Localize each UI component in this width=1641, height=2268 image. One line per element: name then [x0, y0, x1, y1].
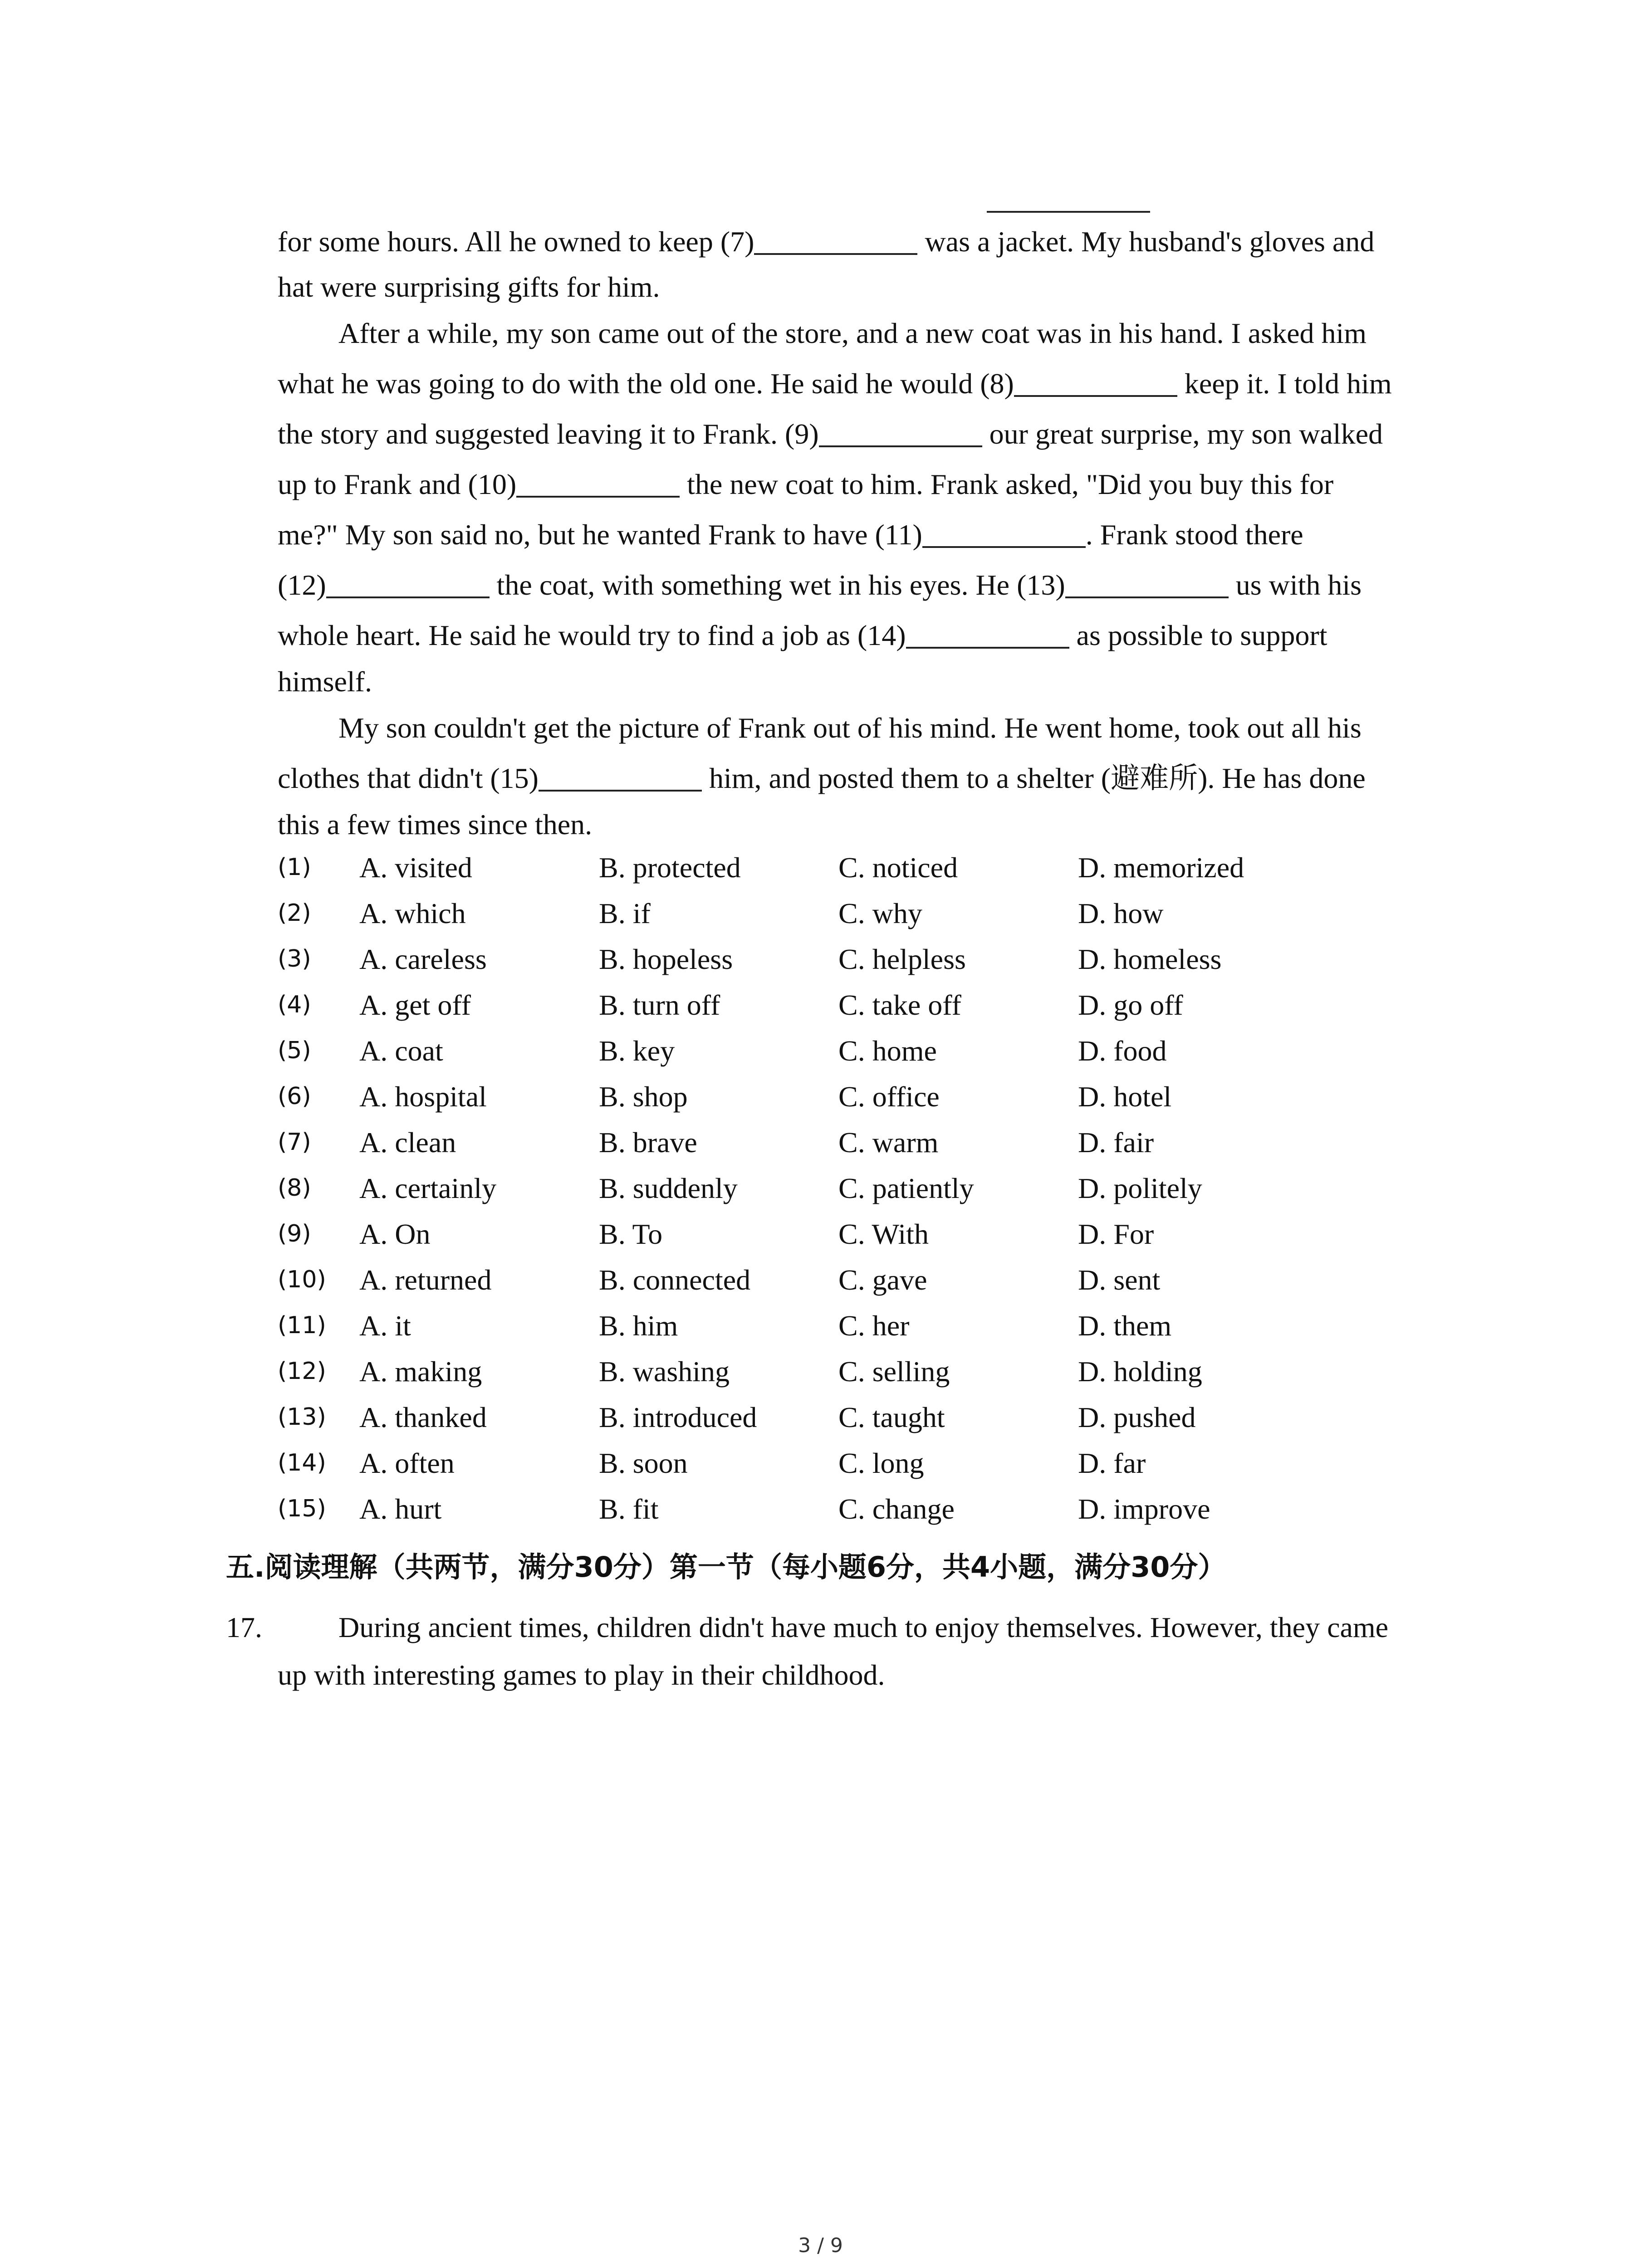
page-number: 3 / 9 — [798, 2234, 843, 2257]
option-number: (12) — [278, 1358, 326, 1385]
passage-line — [338, 316, 1367, 351]
option-d: D. sent — [1078, 1264, 1161, 1296]
passage-line — [338, 711, 1362, 746]
option-c: C. warm — [838, 1126, 939, 1158]
option-a: A. clean — [359, 1126, 456, 1158]
option-c: C. selling — [838, 1355, 950, 1388]
option-a: A. get off — [359, 989, 471, 1021]
passage-text: me?" My son said no, but he wanted Frank to have (11) — [278, 518, 922, 551]
option-b: B. shop — [599, 1080, 688, 1113]
answer-blank — [819, 418, 982, 447]
option-c: C. home — [838, 1035, 937, 1067]
passage-text: . Frank stood there — [1085, 518, 1303, 551]
option-number: (6) — [278, 1083, 311, 1110]
passage-text: the coat, with something wet in his eyes. He (13) — [489, 569, 1065, 601]
question-line: up with interesting games to play in their childhood. — [278, 1659, 885, 1691]
option-number: (1) — [278, 854, 311, 881]
option-b: B. key — [599, 1035, 675, 1067]
option-d: D. how — [1078, 897, 1164, 929]
option-d: D. For — [1078, 1218, 1154, 1250]
answer-blank-line — [987, 211, 1150, 213]
option-d: D. pushed — [1078, 1401, 1196, 1433]
option-a: A. hospital — [359, 1080, 487, 1113]
option-b: B. protected — [599, 851, 741, 884]
passage-text: this a few times since then. — [278, 808, 593, 841]
option-b: B. connected — [599, 1264, 751, 1296]
option-b: B. washing — [599, 1355, 730, 1388]
passage-text: the new coat to him. Frank asked, "Did you buy this for — [680, 468, 1334, 500]
option-c: C. helpless — [838, 943, 966, 975]
option-number: (13) — [278, 1403, 326, 1431]
passage-text: what he was going to do with the old one. He said he would (8) — [278, 367, 1014, 400]
option-b: B. hopeless — [599, 943, 733, 975]
passage-line — [278, 761, 1366, 796]
passage-line — [278, 367, 1392, 401]
answer-blank — [326, 569, 490, 598]
option-c: C. office — [838, 1080, 940, 1113]
option-c: C. patiently — [838, 1172, 974, 1204]
passage-text: up to Frank and (10) — [278, 468, 517, 500]
option-a: A. making — [359, 1355, 482, 1388]
passage-text: hat were surprising gifts for him. — [278, 271, 660, 303]
passage-line — [278, 225, 1374, 259]
passage-text: was a jacket. My husband's gloves and — [917, 225, 1375, 258]
option-a: A. certainly — [359, 1172, 497, 1204]
option-b: B. him — [599, 1310, 678, 1342]
option-c: C. long — [838, 1447, 924, 1479]
answer-blank — [516, 468, 680, 498]
option-number: (15) — [278, 1495, 326, 1522]
passage-text: as possible to support — [1069, 619, 1327, 651]
option-c: C. why — [838, 897, 922, 929]
passage-line — [278, 417, 1383, 452]
passage-line — [278, 518, 1303, 552]
option-d: D. them — [1078, 1310, 1172, 1342]
option-d: D. memorized — [1078, 851, 1244, 884]
option-number: (3) — [278, 945, 311, 973]
option-a: A. it — [359, 1310, 411, 1342]
option-d: D. homeless — [1078, 943, 1222, 975]
option-d: D. politely — [1078, 1172, 1202, 1204]
option-b: B. suddenly — [599, 1172, 738, 1204]
passage-text: us with his — [1228, 569, 1362, 601]
option-b: B. fit — [599, 1493, 659, 1525]
answer-blank — [906, 619, 1069, 649]
passage-text: himself. — [278, 665, 372, 698]
option-a: A. careless — [359, 943, 487, 975]
option-number: (7) — [278, 1129, 311, 1156]
option-c: C. her — [838, 1310, 910, 1342]
option-a: A. hurt — [359, 1493, 442, 1525]
passage-line — [278, 568, 1362, 603]
passage-line — [278, 618, 1327, 653]
option-number: (8) — [278, 1174, 311, 1202]
option-a: A. which — [359, 897, 466, 929]
option-number: (14) — [278, 1449, 326, 1476]
passage-text: (12) — [278, 569, 326, 601]
option-c: C. With — [838, 1218, 929, 1250]
option-c: C. change — [838, 1493, 955, 1525]
option-number: (4) — [278, 991, 311, 1018]
option-b: B. turn off — [599, 989, 720, 1021]
option-b: B. soon — [599, 1447, 688, 1479]
option-d: D. hotel — [1078, 1080, 1172, 1113]
option-d: D. fair — [1078, 1126, 1154, 1158]
answer-blank — [539, 762, 702, 792]
option-number: (5) — [278, 1037, 311, 1064]
passage-text: After a while, my son came out of the store, and a new coat was in his hand. I asked him — [338, 317, 1367, 349]
passage-text: him, and posted them to a shelter (避难所). He has done — [701, 762, 1366, 794]
passage-text: our great surprise, my son walked — [982, 418, 1383, 450]
answer-blank — [1014, 367, 1177, 397]
passage-text: keep it. I told him — [1177, 367, 1392, 400]
option-a: A. visited — [359, 851, 472, 884]
passage-text: for some hours. All he owned to keep (7) — [278, 225, 754, 258]
option-b: B. introduced — [599, 1401, 757, 1433]
option-number: (9) — [278, 1220, 311, 1247]
answer-blank — [1065, 569, 1229, 598]
answer-blank — [922, 518, 1086, 548]
option-c: C. take off — [838, 989, 961, 1021]
question-number: 17. — [226, 1611, 262, 1643]
passage-line — [278, 665, 372, 699]
option-c: C. noticed — [838, 851, 958, 884]
option-d: D. improve — [1078, 1493, 1210, 1525]
option-c: C. taught — [838, 1401, 945, 1433]
answer-blank — [754, 225, 917, 255]
passage-line — [278, 270, 660, 305]
passage-text: the story and suggested leaving it to Frank. (9) — [278, 418, 819, 450]
question-line: During ancient times, children didn't have much to enjoy themselves. However, they came — [338, 1611, 1389, 1643]
option-a: A. On — [359, 1218, 431, 1250]
option-d: D. go off — [1078, 989, 1183, 1021]
option-b: B. if — [599, 897, 651, 929]
option-a: A. thanked — [359, 1401, 487, 1433]
passage-line — [278, 467, 1333, 502]
passage-text: My son couldn't get the picture of Frank out of his mind. He went home, took out all his — [338, 712, 1362, 744]
option-number: (2) — [278, 899, 311, 927]
option-a: A. often — [359, 1447, 455, 1479]
option-number: (11) — [278, 1312, 326, 1339]
option-d: D. far — [1078, 1447, 1146, 1479]
option-number: (10) — [278, 1266, 326, 1293]
option-b: B. To — [599, 1218, 663, 1250]
option-d: D. holding — [1078, 1355, 1202, 1388]
passage-line — [278, 807, 592, 842]
passage-text: whole heart. He said he would try to find a job as (14) — [278, 619, 906, 651]
option-a: A. returned — [359, 1264, 492, 1296]
option-d: D. food — [1078, 1035, 1167, 1067]
section-heading: 五.阅读理解（共两节，满分30分）第一节（每小题6分，共4小题，满分30分） — [226, 1550, 1226, 1584]
option-a: A. coat — [359, 1035, 443, 1067]
passage-text: clothes that didn't (15) — [278, 762, 539, 794]
option-c: C. gave — [838, 1264, 927, 1296]
option-b: B. brave — [599, 1126, 697, 1158]
